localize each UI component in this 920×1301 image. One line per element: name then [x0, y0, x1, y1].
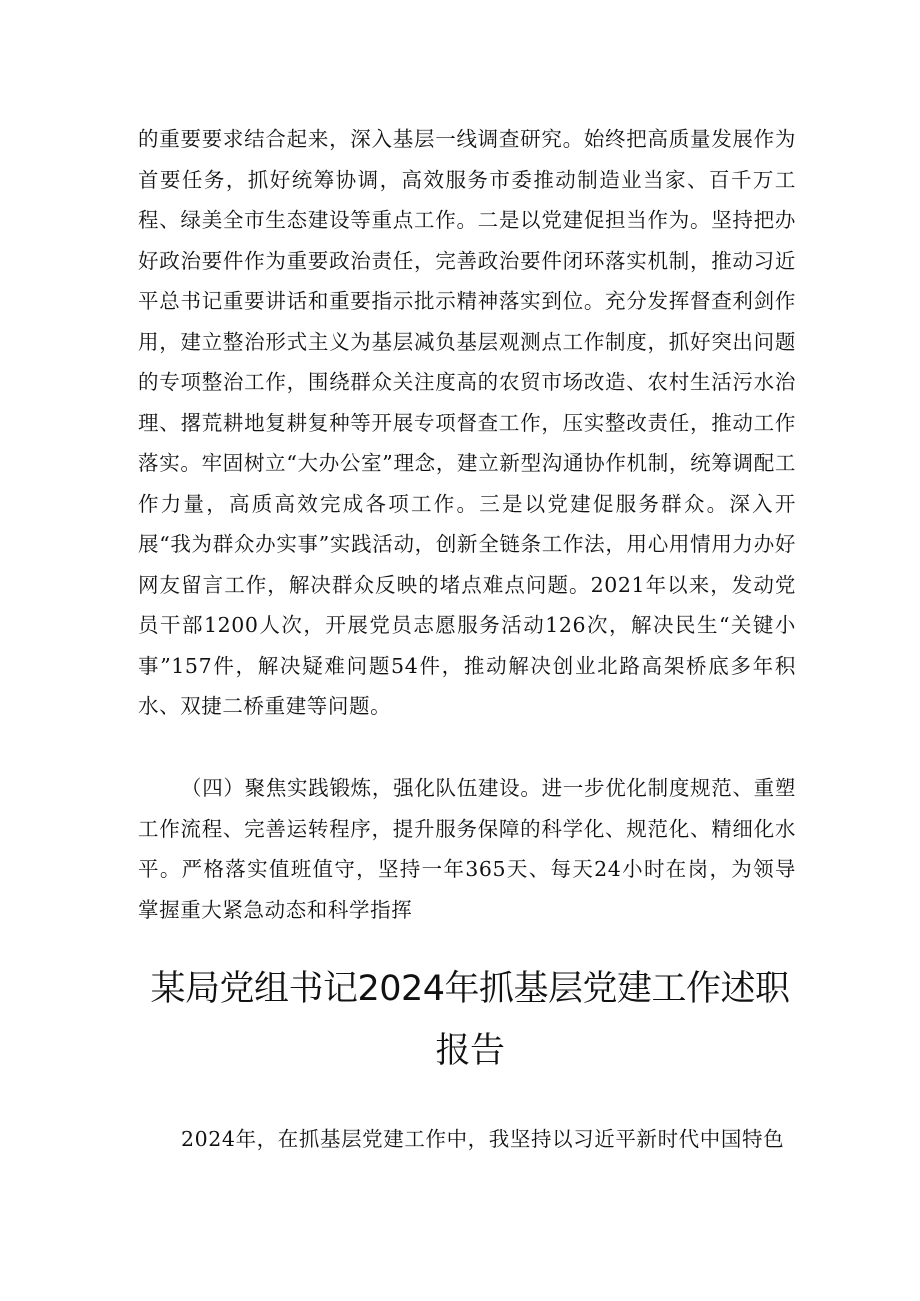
section-four-paragraph: （四）聚焦实践锻炼，强化队伍建设。进一步优化制度规范、重塑工作流程、完善运转程序，提升服务保障的科学化、规范化、精细化水平。严格落实值班值守，坚持一年365天、每天24小时在岗，为领导掌握重大紧急动态和科学指挥 — [138, 776, 796, 922]
continuation-paragraph: 的重要要求结合起来，深入基层一线调查研究。始终把高质量发展作为首要任务，抓好统筹协调，高效服务市委推动制造业当家、百千万工程、绿美全市生态建设等重点工作。二是以党建促担当作为。坚持把办好政治要件作为重要政治责任，完善政治要件闭环落实机制，推动习近平总书记重要讲话和重要指示批示精神落实到位。充分发挥督查利剑作用，建立整治形式主义为基层减负基层观测点工作制度，抓好突出问题的专项整治工作，围绕群众关注度高的农贸市场改造、农村生活污水治理、撂荒耕地复耕复种等开展专项督查工作，压实整改责任，推动工作落实。牢固树立“大办公室”理念，建立新型沟通协作机制，统筹调配工作力量，高质高效完成各项工作。三是以党建促服务群众。深入开展“我为群众办实事”实践活动，创新全链条工作法，用心用情用力办好网友留言工作，解决群众反映的堵点难点问题。2021年以来，发动党员干部1200人次，开展党员志愿服务活动126次，解决民生“关键小事”157件，解决疑难问题54件，推动解决创业北路高架桥底多年积水、双捷二桥重建等问题。 — [138, 127, 796, 718]
opening-paragraph: 2024年，在抓基层党建工作中，我坚持以习近平新时代中国特色 — [181, 1127, 785, 1151]
report-title: 某局党组书记2024年抓基层党建工作述职报告 — [150, 969, 790, 1071]
